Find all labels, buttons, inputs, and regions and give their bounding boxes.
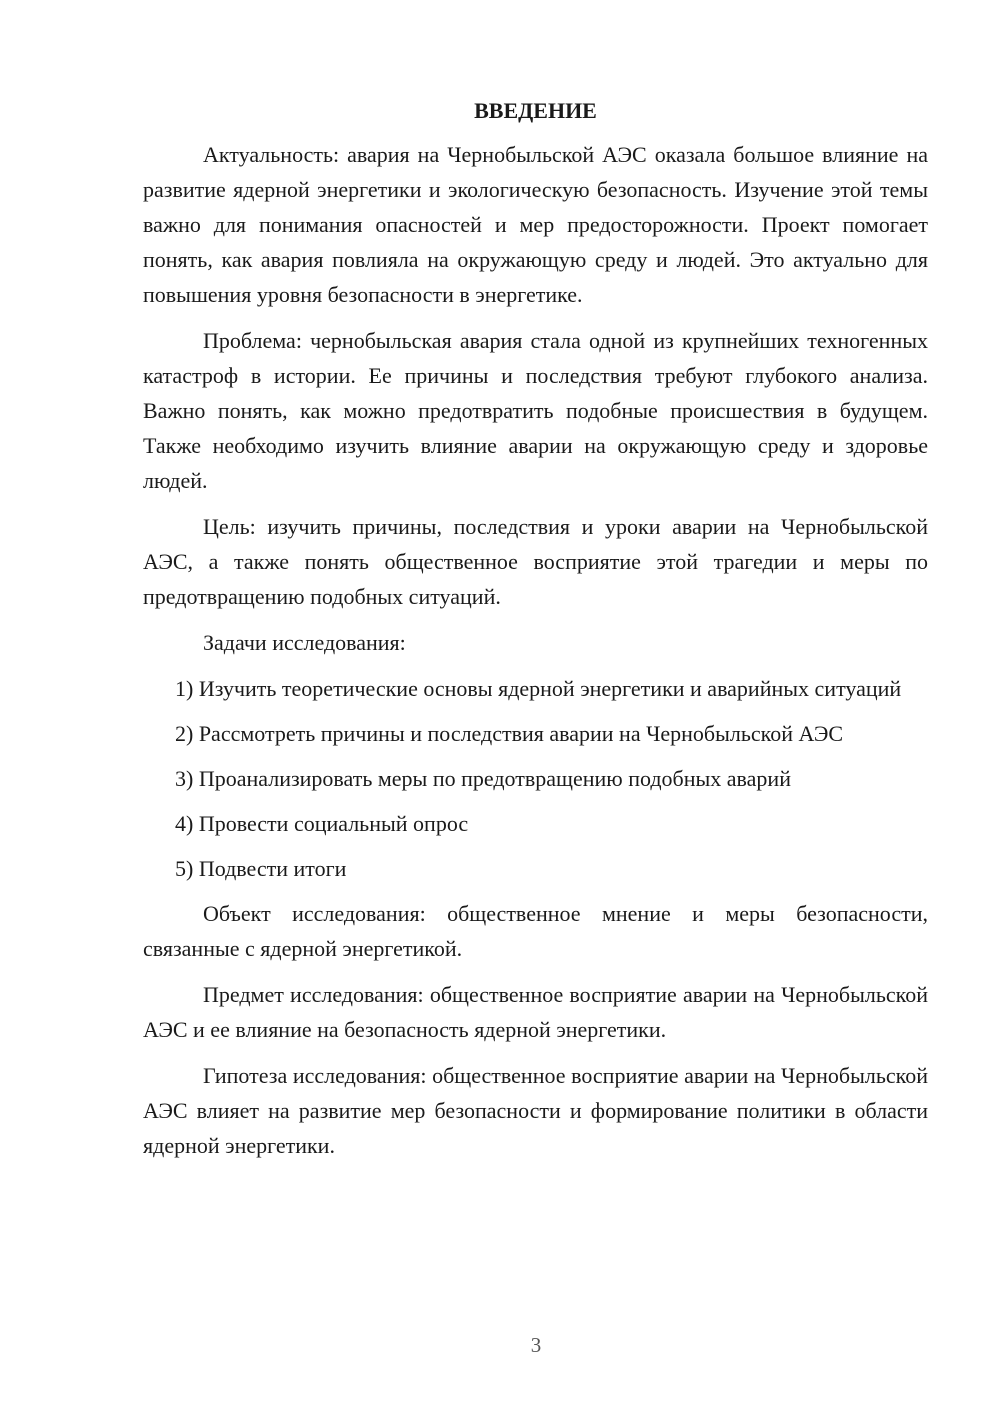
- page-number: 3: [530, 1333, 542, 1357]
- paragraph-hypothesis: Гипотеза исследования: общественное восприятие аварии на Чернобыльской АЭС влияет на развитие мер безопасности и формирование политики в области ядерной энергетики.: [143, 1063, 928, 1158]
- paragraph-goal: Цель: изучить причины, последствия и уроки аварии на Чернобыльской АЭС, а также понять общественное восприятие этой трагедии и меры по предотвращению подобных ситуаций.: [143, 514, 928, 609]
- task-item: 5) Подвести итоги: [175, 856, 347, 881]
- task-item: 1) Изучить теоретические основы ядерной энергетики и аварийных ситуаций: [175, 676, 902, 701]
- task-item: 2) Рассмотреть причины и последствия аварии на Чернобыльской АЭС: [175, 721, 844, 746]
- paragraph-object: Объект исследования: общественное мнение и меры безопасности, связанные с ядерной энергетикой.: [143, 901, 928, 961]
- page-title: ВВЕДЕНИЕ: [474, 98, 597, 123]
- page-content: [143, 94, 928, 1174]
- tasks-heading: Задачи исследования:: [203, 630, 406, 655]
- task-item: 4) Провести социальный опрос: [175, 811, 469, 836]
- paragraph-problem: Проблема: чернобыльская авария стала одной из крупнейших техногенных катастроф в истории. Ее причины и последствия требуют глубокого анализа. Важно понять, как можно предотвратить подобные происшествия в будущем. Также необходимо изучить влияние аварии на окружающую среду и здоровье людей.: [143, 328, 928, 493]
- paragraph-subject: Предмет исследования: общественное восприятие аварии на Чернобыльской АЭС и ее влияние на безопасность ядерной энергетики.: [143, 982, 928, 1042]
- paragraph-relevance: Актуальность: авария на Чернобыльской АЭС оказала большое влияние на развитие ядерной энергетики и экологическую безопасность. Изучение этой темы важно для понимания опасностей и мер предосторожности. Проект помогает понять, как авария повлияла на окружающую среду и людей. Это актуально для повышения уровня безопасности в энергетике.: [143, 142, 928, 307]
- task-item: 3) Проанализировать меры по предотвращению подобных аварий: [175, 766, 791, 791]
